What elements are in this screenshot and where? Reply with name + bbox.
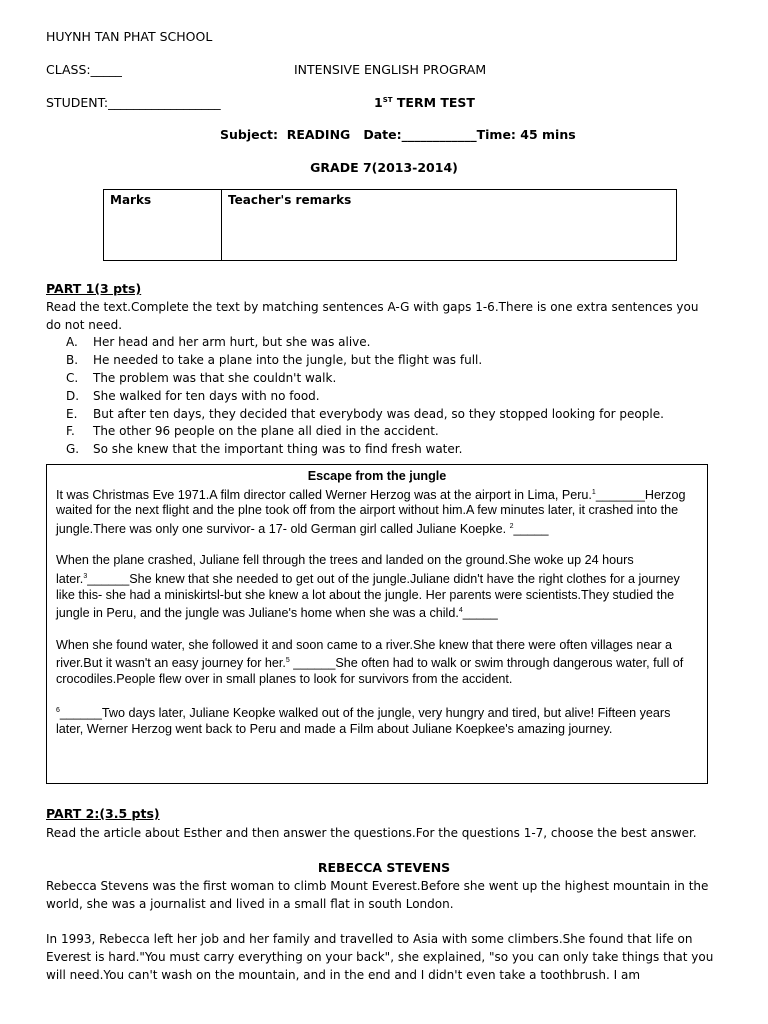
gap-number: 2 [509, 522, 514, 530]
part1-options [66, 334, 664, 459]
story-paragraph: When the plane crashed, Juliane fell through the trees and landed on the ground.She woke up 24 hours later.$^3$______She knew that she needed to get out of the jungle.Juliane didn't have the right clothes for a journey like this- she had a miniskirtsl-but she knew a lot about the jungle. Her parents were scientists.They studied the jungle in Peru, and the jungle was Juliane's home when she was a child.$^4$_____ [56, 553, 680, 621]
term-superscript: ST [382, 95, 393, 104]
gap-number: 6 [56, 707, 60, 715]
option-item: A. Her head and her arm hurt, but she was alive. [66, 335, 371, 349]
part1-instructions: Read the text.Complete the text by matching sentences A-G with gaps 1-6.There is one extra sentences you do not need. [46, 300, 699, 332]
term-rest: TERM TEST [392, 95, 475, 110]
gap-number: 3 [83, 572, 88, 580]
article-paragraph: Rebecca Stevens was the first woman to climb Mount Everest.Before she went up the highest mountain in the world, she was a journalist and lived in a small flat in south London. [46, 879, 709, 911]
part1-title: PART 1(3 pts) [46, 281, 142, 296]
option-item: E. But after ten days, they decided that everybody was dead, so they stopped looking for people. [66, 406, 664, 421]
grade-line: GRADE 7(2013-2014) [310, 160, 458, 175]
subject-line: Subject: READING Date:____________Time: 45 mins [220, 127, 576, 142]
article-paragraph: In 1993, Rebecca left her job and her family and travelled to Asia with some climbers.She found that life on Everest is hard."You must carry everything on your back", she explained, "so you can only take things that you will need.You can't wash on the mountain, and in the end and I didn't even take a toothbrush. I am [46, 932, 714, 982]
remarks-cell: Teacher's remarks [228, 193, 352, 207]
story-box [46, 464, 708, 784]
gap-number: 5 [285, 657, 290, 665]
option-item: B. He needed to take a plane into the jungle, but the flight was full. [66, 352, 483, 367]
class-field: CLASS:_____ [46, 62, 122, 77]
story-paragraph: It was Christmas Eve 1971.A film director called Werner Herzog was at the airport in Lima, Peru.$^1$_______Herzog waited for the next flight and the plne took off from the airport without him.A few minutes later, it crashed into the jungle.There was only one survivor- a 17- old German girl called Juliane Koepke. $^2$_____ [56, 487, 686, 537]
option-item: C. The problem was that she couldn't walk. [66, 370, 337, 385]
marks-table [103, 189, 677, 261]
article-title: REBECCA STEVENS [317, 860, 451, 875]
story-title: Escape from the jungle [307, 469, 447, 483]
marks-cell: Marks [104, 190, 222, 260]
term-number: 1 [374, 95, 383, 110]
part2-instructions: Read the article about Esther and then answer the questions.For the questions 1-7, choose the best answer. [46, 826, 697, 840]
option-item: F. The other 96 people on the plane all died in the accident. [66, 424, 439, 439]
gap-number: 1 [591, 488, 596, 496]
story-paragraph: $^6$______Two days later, Juliane Keopke walked out of the jungle, very hungry and tired, but alive! Fifteen years later, Werner Herzog went back to Peru and made a Film about Juliane Koepkee's amazing journey. [56, 706, 671, 737]
story-paragraph: When she found water, she followed it and soon came to a river.She knew that there were often villages near a river.But it wasn't an easy journey for her.$^5$ ______She often had to walk or swim through dangerous water, full of crocodiles.People flew over in small planes to look for survivors from the accident. [56, 637, 684, 687]
gap-number: 4 [458, 607, 463, 615]
school-name: HUYNH TAN PHAT SCHOOL [46, 29, 213, 44]
student-field: STUDENT:__________________ [46, 95, 221, 110]
option-item: G. So she knew that the important thing was to find fresh water. [66, 442, 463, 457]
program-name: INTENSIVE ENGLISH PROGRAM [294, 62, 487, 77]
part2-title: PART 2:(3.5 pts) [46, 806, 160, 821]
term-test-title [374, 95, 475, 110]
option-item: D. She walked for ten days with no food. [66, 388, 320, 403]
